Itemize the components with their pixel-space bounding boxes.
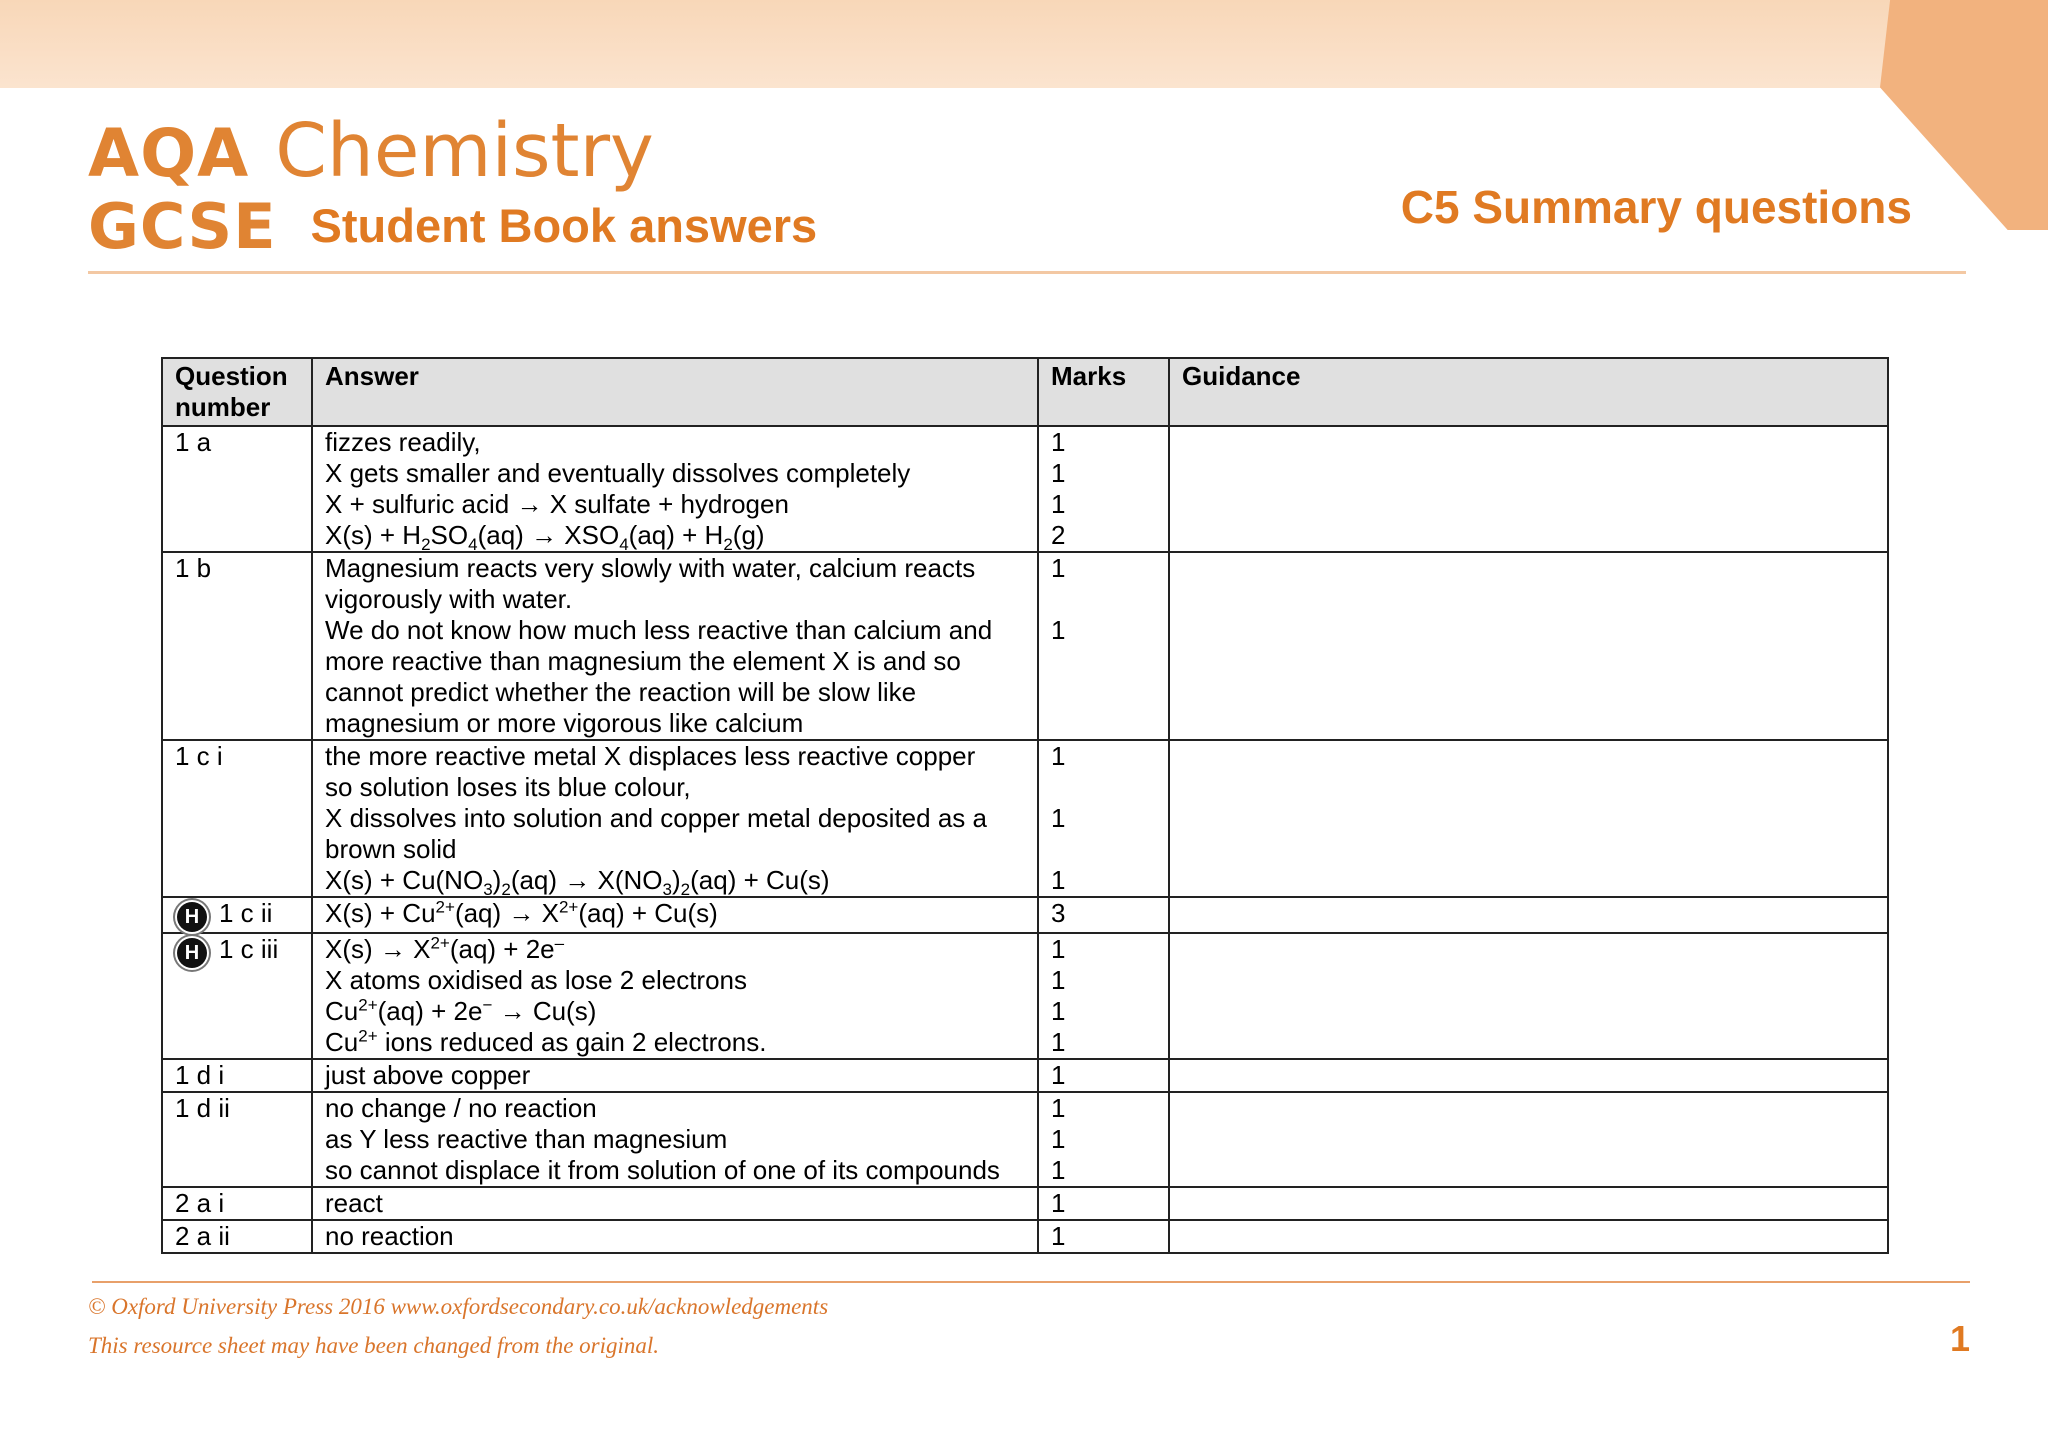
mark-value: 3 [1051, 898, 1066, 928]
table-row [162, 897, 1888, 933]
question-number: 1 b [175, 553, 212, 583]
table-row [162, 1187, 1888, 1220]
mark-value: 1 [1051, 996, 1066, 1027]
marks-cell [1038, 933, 1169, 1059]
table-row [162, 552, 1888, 740]
answer-line: X + sulfuric acid → X sulfate + hydrogen [325, 489, 789, 519]
mark-value [1051, 834, 1156, 865]
answer-line: no change / no reaction [325, 1093, 597, 1124]
question-number-cell [162, 426, 312, 552]
brand-subline [88, 190, 817, 263]
guidance-cell [1169, 897, 1888, 933]
mark-value [1051, 677, 1156, 708]
marks-cell [1038, 552, 1169, 740]
answer-line: more reactive than magnesium the element X is and so [325, 646, 961, 676]
answer-line: the more reactive metal X displaces less reactive copper [325, 741, 976, 771]
question-number-cell [162, 1059, 312, 1092]
marks-cell [1038, 426, 1169, 552]
answer-cell [312, 1220, 1038, 1253]
mark-value: 1 [1051, 1221, 1066, 1252]
answer-line: vigorously with water. [325, 584, 573, 614]
mark-value: 1 [1051, 803, 1066, 833]
mark-value: 1 [1051, 553, 1066, 583]
mark-value: 1 [1051, 615, 1066, 645]
answer-cell [312, 552, 1038, 740]
answer-line: $Cu^{2+}$ ions reduced as gain 2 electrons. [325, 1026, 767, 1058]
header-marks: Marks [1038, 358, 1169, 426]
answer-line: We do not know how much less reactive than calcium and [325, 615, 993, 645]
mark-value: 1 [1051, 1060, 1066, 1091]
mark-value [1051, 708, 1156, 739]
mark-value: 1 [1051, 965, 1066, 996]
answer-line: brown solid [325, 834, 457, 864]
header-guidance: Guidance [1169, 358, 1888, 426]
answer-line: X gets smaller and eventually dissolves completely [325, 458, 911, 488]
section-title: C5 Summary questions [1400, 181, 1912, 233]
question-number: 1 a [175, 427, 212, 457]
table-header-row [162, 358, 1888, 426]
table-row [162, 426, 1888, 552]
answers-table-body [162, 426, 1888, 1253]
mark-value: 1 [1051, 458, 1066, 488]
answer-line: cannot predict whether the reaction will be slow like [325, 677, 917, 707]
table-row [162, 740, 1888, 897]
question-number: 1 c iii [219, 934, 279, 965]
mark-value: 1 [1051, 427, 1066, 457]
question-number: 1 d i [175, 1060, 225, 1091]
question-number-cell [162, 1187, 312, 1220]
table-row [162, 1092, 1888, 1187]
copyright-text: © Oxford University Press 2016 www.oxfordsecondary.co.uk/acknowledgements [88, 1294, 829, 1319]
mark-value [1051, 772, 1156, 803]
answer-line: so cannot displace it from solution of one of its compounds [325, 1155, 1000, 1186]
header-band [0, 0, 2048, 88]
mark-value: 1 [1051, 1027, 1066, 1058]
brand-chemistry: Chemistry [275, 108, 654, 194]
answer-line: $X(s) + H_2SO_4(aq) \to XSO_4(aq) + H_2(g)$ [325, 520, 765, 555]
answer-cell [312, 740, 1038, 900]
question-number: 1 c ii [219, 898, 273, 928]
mark-value: 1 [1051, 741, 1066, 771]
header-divider [88, 271, 1966, 274]
answer-cell [312, 426, 1038, 555]
guidance-cell [1169, 426, 1888, 552]
header-answer: Answer [312, 358, 1038, 426]
marks-cell [1038, 1187, 1169, 1220]
brand-logo [88, 108, 654, 198]
answer-line: $X(s) + Cu^{2+}(aq) \to X^{2+}(aq) + Cu(s)$ [325, 897, 718, 928]
question-number-cell [162, 552, 312, 740]
guidance-cell [1169, 1220, 1888, 1253]
answer-line: just above copper [325, 1060, 531, 1091]
header-question-number: Question number [162, 358, 312, 426]
answer-line: so solution loses its blue colour, [325, 772, 691, 802]
question-number-cell [162, 897, 312, 933]
guidance-cell [1169, 552, 1888, 740]
guidance-cell [1169, 1059, 1888, 1092]
marks-cell [1038, 1059, 1169, 1092]
guidance-cell [1169, 740, 1888, 897]
question-number: 2 a ii [175, 1221, 230, 1252]
answer-line: as Y less reactive than magnesium [325, 1124, 728, 1155]
mark-value: 1 [1051, 1155, 1066, 1186]
question-number-cell [162, 1220, 312, 1253]
answer-line: fizzes readily, [325, 427, 481, 457]
guidance-cell [1169, 1187, 1888, 1220]
table-row [162, 1059, 1888, 1092]
mark-value [1051, 584, 1156, 615]
table-row [162, 1220, 1888, 1253]
page-subtitle: Student Book answers [310, 199, 818, 252]
answer-cell [312, 933, 1038, 1059]
page-number: 1 [1949, 1318, 1970, 1359]
answer-line: Magnesium reacts very slowly with water, calcium reacts [325, 553, 976, 583]
mark-value: 1 [1051, 934, 1066, 965]
question-number: 2 a i [175, 1188, 225, 1219]
answer-line: X atoms oxidised as lose 2 electrons [325, 965, 747, 996]
marks-cell [1038, 897, 1169, 933]
marks-cell [1038, 1092, 1169, 1187]
footer-note: This resource sheet may have been changed from the original. [88, 1333, 660, 1358]
question-number-cell [162, 1092, 312, 1187]
answer-line: $X(s) + Cu(NO_3)_2(aq) \to X(NO_3)_2(aq) + Cu(s)$ [325, 865, 830, 900]
marks-cell [1038, 740, 1169, 897]
answer-cell [312, 1092, 1038, 1187]
higher-tier-icon: H [177, 902, 207, 932]
table-row [162, 933, 1888, 1059]
mark-value: 1 [1051, 1188, 1066, 1219]
answer-line: $X(s) \to X^{2+}(aq) + 2e^-$ [325, 933, 565, 965]
question-number-cell [162, 933, 312, 1059]
guidance-cell [1169, 933, 1888, 1059]
question-number: 1 d ii [175, 1093, 230, 1124]
answer-cell [312, 1059, 1038, 1092]
mark-value: 1 [1051, 1093, 1066, 1124]
question-number-cell [162, 740, 312, 897]
question-number: 1 c i [175, 741, 223, 771]
answer-line: $Cu^{2+}(aq) + 2e^- \to Cu(s)$ [325, 995, 597, 1027]
answer-line: X dissolves into solution and copper metal deposited as a [325, 803, 987, 833]
brand-gcse: GCSE [88, 190, 277, 263]
mark-value: 1 [1051, 865, 1066, 895]
answer-line: magnesium or more vigorous like calcium [325, 708, 804, 738]
answer-line: no reaction [325, 1221, 454, 1252]
mark-value: 1 [1051, 489, 1066, 519]
answer-cell [312, 1187, 1038, 1220]
higher-tier-icon: H [177, 938, 207, 968]
marks-cell [1038, 1220, 1169, 1253]
brand-aqa: AQA [88, 115, 250, 192]
answer-cell [312, 897, 1038, 933]
answers-table [161, 357, 1889, 1254]
mark-value: 2 [1051, 520, 1066, 550]
answer-line: react [325, 1188, 383, 1219]
footer-divider [92, 1281, 1970, 1283]
mark-value [1051, 646, 1156, 677]
guidance-cell [1169, 1092, 1888, 1187]
mark-value: 1 [1051, 1124, 1066, 1155]
